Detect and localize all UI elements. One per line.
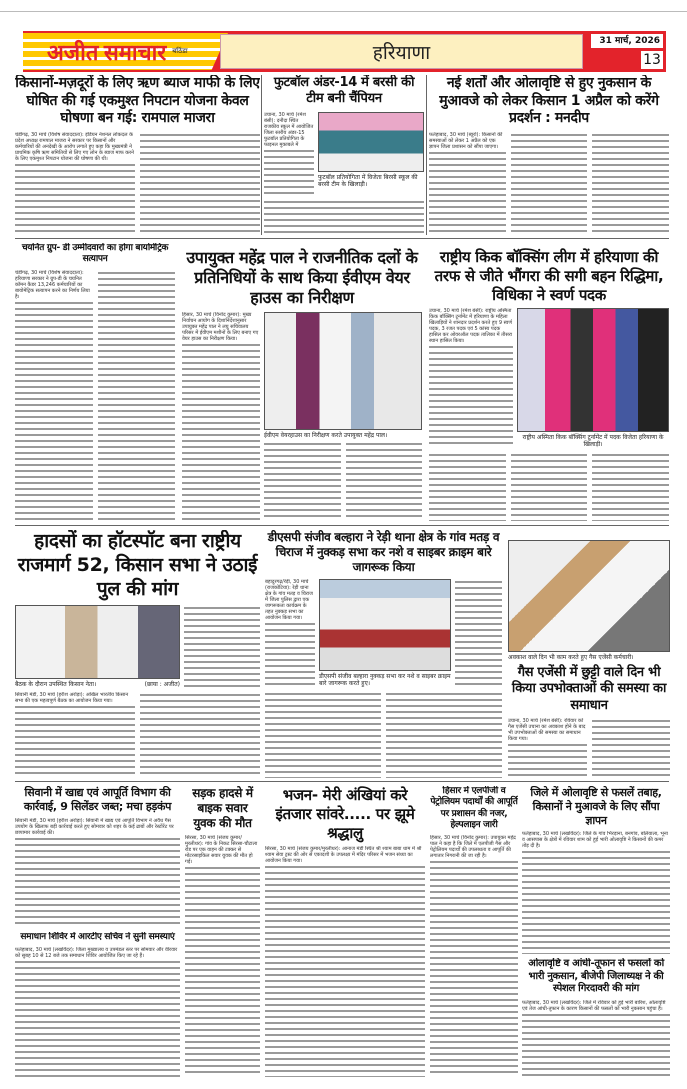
divider: [15, 238, 669, 239]
layout-block: [182, 312, 422, 521]
article-body-columns: [265, 846, 425, 1077]
layout-block: [264, 112, 424, 196]
layout-block: [429, 308, 669, 448]
text-column: [185, 835, 260, 1077]
article-body-columns: [15, 270, 175, 522]
headline: सड़क हादसे में बाइक सवार युवक की मौत: [192, 786, 253, 830]
print-slug-strip: [0, 0, 687, 12]
article-farmers-protest: [429, 75, 669, 233]
headline: राष्ट्रीय किक बॉक्सिंग लीग में हरियाणा की तरफ से जीते भौंगरा की सगी बहन रिद्धिमा, विधिका ने स्वर्ण पदक: [434, 248, 664, 304]
nukkad-sabha-photo: [319, 579, 451, 671]
article-dsp-awareness: [265, 530, 502, 778]
article-body: सिवानी मंडी, 30 मार्च (हरीश अरोड़ा): सिवानी में खाद्य एवं आपूर्ति विभाग ने अवैध गैस उपयोग के खिलाफ बड़ी कार्रवाई करते हुए सोमवार को शहर के कई ढाबों और रेस्टोरेंट पर छापामार कार्रवाई की।: [15, 818, 180, 836]
article-body-columns: [15, 947, 180, 1077]
article-body: सिवानी मंडी, 30 मार्च (हरीश अरोड़ा): अखिल भारतीय किसान सभा की एक महत्वपूर्ण बैठक का आयोजन किया गया।: [15, 692, 135, 704]
text-column: [265, 846, 425, 1077]
article-samadhan-shivir: [15, 932, 180, 1077]
article-body: फतेहाबाद, 30 मार्च (लखविंदर): जिले के गांव भिरड़ाना, बनगांव, बलियाला, भूना व आसपास के क्षेत्रों में रविवार शाम को हुई भारी ओलावृष्टि ने किसानों की कमर तोड़ दी है।: [522, 831, 670, 849]
article-kickboxing: [429, 248, 669, 521]
text-column: [386, 691, 502, 778]
photo-caption: ईवीएम वेयरहाउस का निरीक्षण करते उपायुक्त महेंद्र पाल।: [264, 432, 388, 439]
headline: सिवानी में खाद्य एवं आपूर्ति विभाग की कार्रवाई, 9 सिलेंडर जब्त; मचा हड़कंप: [23, 786, 172, 813]
headline: गैस एजेंसी में छुट्टी वाले दिन भी किया उपभोक्ताओं की समस्या का समाधान: [511, 665, 667, 713]
text-column: [592, 132, 669, 234]
photo-caption: फुटबॉल प्रतियोगिता में विजेता बिरसी स्कूल की बरसी टीम के खिलाड़ी।: [318, 173, 418, 188]
text-column: [264, 441, 341, 521]
masthead: [23, 31, 666, 72]
article-sivani-raid: [15, 786, 180, 928]
article-body: सिरसा, 30 मार्च (संजय कुमार/मुरलीधर): आनाज मंडी स्थित श्री श्याम बाबा धाम में श्री श्याम सेवा ट्रस्ट की ओर से एकादशी के उपलक्ष्य में मंदिर परिसर में भजन संध्या का आयोजन किया गया।: [265, 846, 425, 864]
article-body-columns: [265, 691, 502, 778]
article-body-columns: [265, 579, 315, 687]
headline: जिले में ओलावृष्टि से फसलें तबाह, किसानों ने मुआवजे के लिए सौंपा ज्ञापन: [530, 786, 662, 827]
article-body: हिसार, 30 मार्च (विनोद कुमार): मुख्य निर्वाचन आयोग के दिशानिर्देशानुसार उपायुक्त महेंद्र पाल ने लघु सचिवालय परिसर में ईवीएम मशीनों के लिए बनाए गए वेयर हाउस का निरीक्षण किया।: [182, 312, 259, 342]
logo-group: [47, 34, 217, 69]
article-body-columns: [455, 579, 502, 687]
photo-caption: बैठक के दौरान उपस्थित किसान नेता।: [15, 681, 97, 689]
article-body: हिसार, 30 मार्च (विनोद कुमार): उपायुक्त महेंद्र पाल ने कहा है कि जिले में एलपीजी गैस और पेट्रोलियम पदार्थों की उपलब्धता व आपूर्ति की लगातार निगरानी की जा रही है।: [430, 835, 518, 859]
text-column: [15, 947, 180, 1077]
article-gas-agency: [508, 540, 670, 778]
article-body: फतेहाबाद, 30 मार्च (ब्यूरो): किसानों की समस्याओं को लेकर 1 अप्रैल को एक ज्ञापन जिला प्रशासन को सौंपा जाएगा।: [429, 132, 506, 150]
layout-block: [265, 579, 502, 687]
article-body: बहादुरगढ़/रेड़ी, 30 मार्च (राजकोटिया): रेड़ी थाना क्षेत्र के गांव मतड़ व चिराज में जिला पुलिस द्वारा एक जागरूकता कार्यक्रम के तहत नुक्कड़ सभा का आयोजन किया गया।: [265, 579, 315, 621]
article-body: चंडीगढ़, 30 मार्च (विशेष संवाददाता): इंडियन नेशनल लोकदल के प्रदेश अध्यक्ष रामपाल माजरा ने सरकार पर किसानों और कर्मचारियों की अनदेखी के आरोप लगाते हुए कहा कि मुख्यमंत्री ने प्राथमिक कृषि ऋण समितियों से लिए गए लोन के ब्याज माफ करने के लिए एकमुश्त निपटान योजना की घोषणा की थी।: [15, 131, 134, 162]
article-highway-bridge: [15, 530, 260, 778]
article-body-columns: [429, 308, 513, 448]
text-column: [511, 132, 588, 234]
article-body-columns: [522, 1000, 670, 1078]
text-column: [592, 718, 671, 778]
text-column: [140, 692, 260, 778]
gas-agency-photo: [508, 540, 670, 652]
layout-block: [517, 308, 669, 448]
text-column: [346, 441, 423, 521]
article-body-columns: [264, 441, 422, 521]
layout-block: [15, 605, 180, 688]
layout-block: [318, 112, 424, 196]
article-body-columns: [429, 452, 669, 521]
article-road-accident: [185, 786, 260, 1077]
headline: चयनित ग्रुप- डी उम्मीदवारों का होगा बायोमेट्रिक सत्यापन: [21, 243, 169, 265]
headline: समाधान शिविर में आरटीए सचिव ने सुनी समस्याएं: [20, 932, 175, 942]
headline: डीएसपी संजीव बल्हारा ने रेड़ी थाना क्षेत्र के गांव मतड़ व चिराज में नुक्कड़ सभा कर नशे व साइबर क्राइम बारे जागरूक किया: [267, 530, 500, 574]
article-body-columns: [522, 831, 670, 954]
article-body: चंडीगढ़, 30 मार्च (विशेष संवाददाता): हरियाणा सरकार ने ग्रुप-डी के चयनित कॉमन कैडर 13,246 कर्मचारियों का बायोमेट्रिक सत्यापन करने का निर्णय लिया है।: [15, 270, 93, 300]
divider: [426, 75, 427, 235]
article-body: फतेहाबाद, 30 मार्च (लखविंदर): जिला मुख्यालय व उपमंडल स्तर पर सोमवार और वीरवार को सुबह 10 से 12 बजे तक समाधान शिविर आयोजित किए जा रहे हैं।: [15, 947, 180, 959]
layout-block: [15, 681, 180, 688]
article-body-columns: [264, 112, 314, 196]
article-special-girdawari: [522, 958, 670, 1077]
article-body: फतेहाबाद, 30 मार्च (लखविंदर): जिले में रविवार को हुई भारी बारिश, ओलावृष्टि एवं तेज आंधी-तूफान के कारण किसानों की फसलों को भारी नुकसान पहुंचा है।: [522, 1000, 670, 1012]
text-column: [511, 452, 588, 521]
text-column: [15, 818, 180, 929]
divider: [15, 781, 669, 782]
article-biometric: [15, 243, 175, 521]
text-column: [429, 132, 506, 234]
text-column: [430, 835, 518, 1077]
layout-block: [264, 312, 422, 521]
headline: फुटबॉल अंडर-14 में बरसी की टीम बनी चैंपियन: [273, 75, 415, 107]
farmers-meeting-photo: [15, 605, 180, 679]
article-lpg-helpline: [430, 786, 518, 1077]
headline: उपायुक्त महेंद्र पाल ने राजनीतिक दलों के प्रतिनिधियों के साथ किया ईवीएम वेयर हाउस का निरीक्षण: [186, 248, 418, 307]
text-column: [265, 691, 381, 778]
article-body-columns: [429, 132, 669, 234]
headline: नई शर्तों और ओलावृष्टि से हुए नुकसान के मुआवजे को लेकर किसान 1 अप्रैल को करेंगे प्रदर्शन : मनदीप: [439, 75, 659, 126]
article-loan-waiver: [15, 75, 260, 233]
text-column: [522, 831, 670, 954]
text-column: [522, 1000, 670, 1078]
evm-warehouse-photo: [264, 312, 422, 430]
newspaper-logo: अजीत समाचार: [47, 39, 167, 65]
article-body: उचाना, 30 मार्च (रमेश बंसी): राष्ट्रीय अस्मिता किक बॉक्सिंग टूर्नामेंट में हरियाणा के महिला खिलाड़ियों ने शानदार प्रदर्शन करते हुए 9 स्वर्ण पदक, 3 रजत पदक एवं 5 कांस्य पदक हासिल कर ओवरऑल पदक तालिका में तीसरा स्थान हासिल किया।: [429, 308, 513, 345]
text-column: [15, 132, 135, 234]
issue-date: 31 मार्च, 2026: [591, 34, 663, 48]
text-column: [98, 270, 176, 522]
article-body-columns: [430, 835, 518, 1077]
article-football: [264, 75, 424, 233]
text-column: [592, 452, 669, 521]
text-column: [265, 579, 315, 687]
article-body: उचाना, 30 मार्च (रमेश बंसी): रविवार को गैस एजेंसी उचाना का अवकाश होने के बाद भी उपभोक्ताओं की समस्या का समाधान किया गया।: [508, 717, 586, 742]
layout-block: [508, 540, 670, 661]
section-title: हरियाणा: [220, 34, 583, 69]
text-column: [15, 270, 93, 522]
edition-label: बठिंडा: [172, 47, 188, 55]
article-body-columns: [184, 605, 260, 688]
text-column: [508, 718, 587, 778]
photo-credit: (छाया : अजीत): [144, 681, 180, 689]
text-column: [455, 579, 502, 687]
article-body-columns: [508, 718, 670, 778]
headline: हिसार में एलपीजी व पेट्रोलियम पदार्थों की आपूर्ति पर प्रशासन की नजर, हेल्पलाइन जारी: [430, 786, 518, 830]
text-column: [140, 132, 260, 234]
article-body-columns: [264, 199, 424, 233]
text-column: [15, 692, 135, 778]
article-body: उचाना, 30 मार्च (रमेश बंसी): दनौदा स्थित राजकीय स्कूल में आयोजित जिला स्तरीय अंडर-15 फुटबॉल प्रतियोगिता के फाइनल मुकाबले में: [264, 111, 314, 148]
photo-caption: राष्ट्रीय अस्मिता किक बॉक्सिंग टूर्नामेंट में पदक विजेता हरियाणा के खिलाड़ी।: [522, 434, 664, 449]
text-column: [429, 308, 513, 448]
headline: हादसों का हॉटस्पॉट बना राष्ट्रीय राजमार्ग 52, किसान सभा ने उठाई पुल की मांग: [17, 530, 258, 600]
article-body-columns: [15, 132, 260, 234]
layout-block: [15, 605, 260, 688]
text-column: [184, 605, 260, 688]
headline: भजन- मेरी अंखियां करे इंतजार सांवरे..... पर झूमे श्रद्धालु: [275, 786, 415, 842]
article-body-columns: [15, 818, 180, 929]
headline: किसानों-मज़दूरों के लिए ऋण ब्याज माफी के लिए घोषित की गई एकमुश्त निपटान योजना केवल घोषणा बन गई: रामपाल माजरा: [15, 75, 260, 126]
divider: [261, 75, 262, 235]
kickboxing-winners-photo: [517, 308, 669, 432]
text-column: [264, 112, 314, 196]
article-body-columns: [182, 312, 260, 521]
text-column: [182, 312, 260, 521]
article-body-columns: [185, 835, 260, 1077]
photo-caption: अवकाश वाले दिन भी काम करते हुए गैस एजेंसी कर्मचारी।: [508, 654, 634, 661]
text-column: [429, 452, 506, 521]
headline: ओलावृष्टि व आंधी-तूफान से फसलों को भारी नुकसान, बीजेपी जिलाध्यक्ष ने की स्पेशल गिरदावरी की मांग: [528, 958, 664, 994]
text-column: [264, 199, 424, 233]
football-team-photo: [318, 112, 424, 172]
article-hailstorm-memorandum: [522, 786, 670, 954]
article-evm-inspection: [182, 248, 422, 521]
article-body-columns: [15, 692, 260, 778]
layout-block: [319, 579, 451, 687]
divider: [15, 525, 669, 526]
photo-caption: डीएसपी संजीव बल्हारा नुक्कड़ सभा कर नशे व साइबर क्राइम बारे जागरूक करते हुए।: [319, 673, 451, 687]
article-bhajan-sandhya: [265, 786, 425, 1077]
article-body: सिरसा, 30 मार्च (संजय कुमार/मुरलीधर): गांव के निकट सिरसा-चौटाला रोड पर एक वाहन की टक्कर से मोटरसाइकिल सवार युवक की मौत हो गई।: [185, 835, 260, 865]
page-number: 13: [641, 51, 663, 69]
